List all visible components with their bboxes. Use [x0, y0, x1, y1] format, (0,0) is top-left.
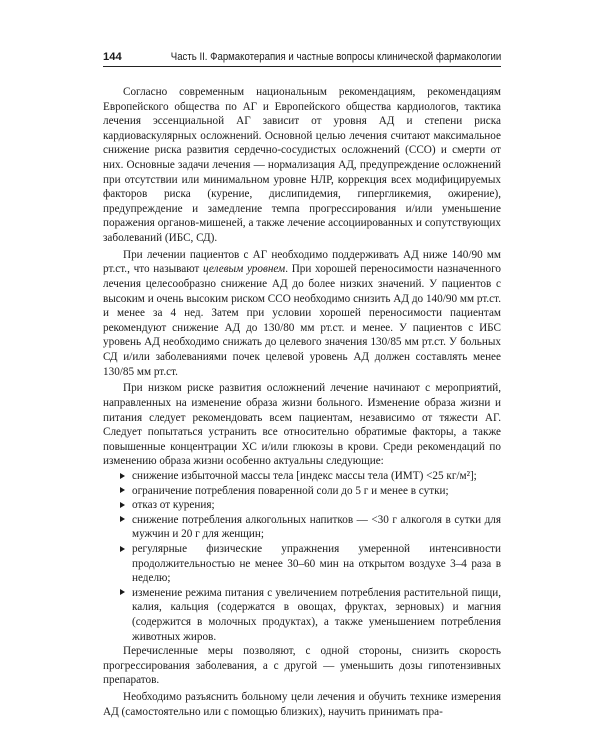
paragraph-2 — [103, 248, 501, 379]
bullet-triangle-icon — [120, 473, 125, 479]
list-item-text: ограничение потребления поваренной соли до 5 г и менее в сутки; — [132, 484, 449, 497]
list-item-text: снижение потребления алкогольных напитков — <30 г алкоголя в сутки для мужчин и 20 г для женщин; — [132, 513, 501, 541]
paragraph-1: Согласно современным национальным рекомендациям, рекомендациям Европейского общества по АГ и Европейского общества кардиологов, тактика лечения эссенциальной АГ зависит от уровня АД и степени риска кардиоваскулярных осложнений. Основной целью лечения считают максимальное снижение риска развития сердечно-сосудистых осложнений (ССО) и смерти от них. Основные задачи лечения — нормализация АД, предупреждение осложнений при отсутствии или минимальном уровне НЛР, коррекция всех модифицируемых факторов риска (курение, дислипидемия, гипергликемия, ожирение), предупреждение и замедление темпа прогрессирования и/или уменьшение поражения органов-мишеней, а также лечение ассоциированных и сопутствующих заболеваний (ИБС, СД). — [103, 86, 501, 244]
bullet-triangle-icon — [120, 516, 125, 522]
bullet-triangle-icon — [120, 502, 125, 508]
body-text — [103, 85, 501, 719]
paragraph-4: Перечисленные меры позволяют, с одной стороны, снизить скорость прогрессирования заболевания, а с другой — уменьшить дозы гипотензивных препаратов. — [103, 645, 501, 687]
page-number: 144 — [103, 51, 122, 63]
paragraph-3: При низком риске развития осложнений лечение начинают с мероприятий, направленных на изменение образа жизни больного. Изменение образа жизни и питания следует рекомендовать всем пациентам, независимо от тяжести АГ. Следует попытаться устранить все относительно обратимые факторы, а также повышенные концентрации ХС и/или глюкозы в крови. Среди рекомендаций по изменению образа жизни особенно актуальны следующие: — [103, 382, 501, 468]
paragraph-5: Необходимо разъяснить больному цели лечения и обучить технике измерения АД (самостоятельно или с помощью близких), научить принимать пра- — [103, 691, 501, 718]
list-item-text: изменение режима питания с увеличением потребления растительной пищи, калия, кальция (содержатся в овощах, фруктах, зерновых) и магния (содержится в молочных продуктах), а также уменьшением потребления животных жиров. — [132, 586, 501, 643]
list-item — [103, 469, 501, 484]
list-item — [103, 484, 501, 499]
list-item-text: отказ от курения; — [132, 499, 215, 512]
list-item — [103, 542, 501, 586]
recommendations-list — [103, 469, 501, 644]
bullet-triangle-icon — [120, 546, 125, 552]
list-item-text: снижение избыточной массы тела [индекс массы тела (ИМТ) <25 кг/м²]; — [132, 470, 477, 483]
page-header — [103, 50, 501, 67]
list-item — [103, 513, 501, 542]
paragraph-2-end: . При хорошей переносимости назначенного лечения целесообразно снижение АД до более низких значений. У пациентов с высоким и очень высоким риском ССО необходимо снизить АД до 140/90 мм рт.ст. и менее за 4 нед. Затем при условии хорошей переносимости пациентам рекомендуют снижение АД до 130/80 мм рт.ст. и менее. У пациентов с ИБС уровень АД необходимо снижать до целевого значения 130/85 мм рт.ст. У больных СД и/или заболеваниями почек целевой уровень АД должен составлять менее 130/85 мм рт.ст. — [103, 263, 501, 378]
target-level-term: целевым уровнем — [203, 263, 286, 276]
list-item — [103, 586, 501, 644]
bullet-triangle-icon — [120, 589, 125, 595]
list-item-text: регулярные физические упражнения умеренной интенсивности продолжительностью не менее 30–60 мин на открытом воздухе 3–4 раза в неделю; — [132, 543, 501, 585]
paragraph-2-start: При лечении пациентов с АГ необходимо поддерживать АД ниже 140/90 мм рт.ст., что называют — [103, 248, 501, 276]
running-head: Часть II. Фармакотерапия и частные вопросы клинической фармакологии — [170, 51, 501, 63]
bullet-triangle-icon — [120, 487, 125, 493]
list-item — [103, 498, 501, 513]
